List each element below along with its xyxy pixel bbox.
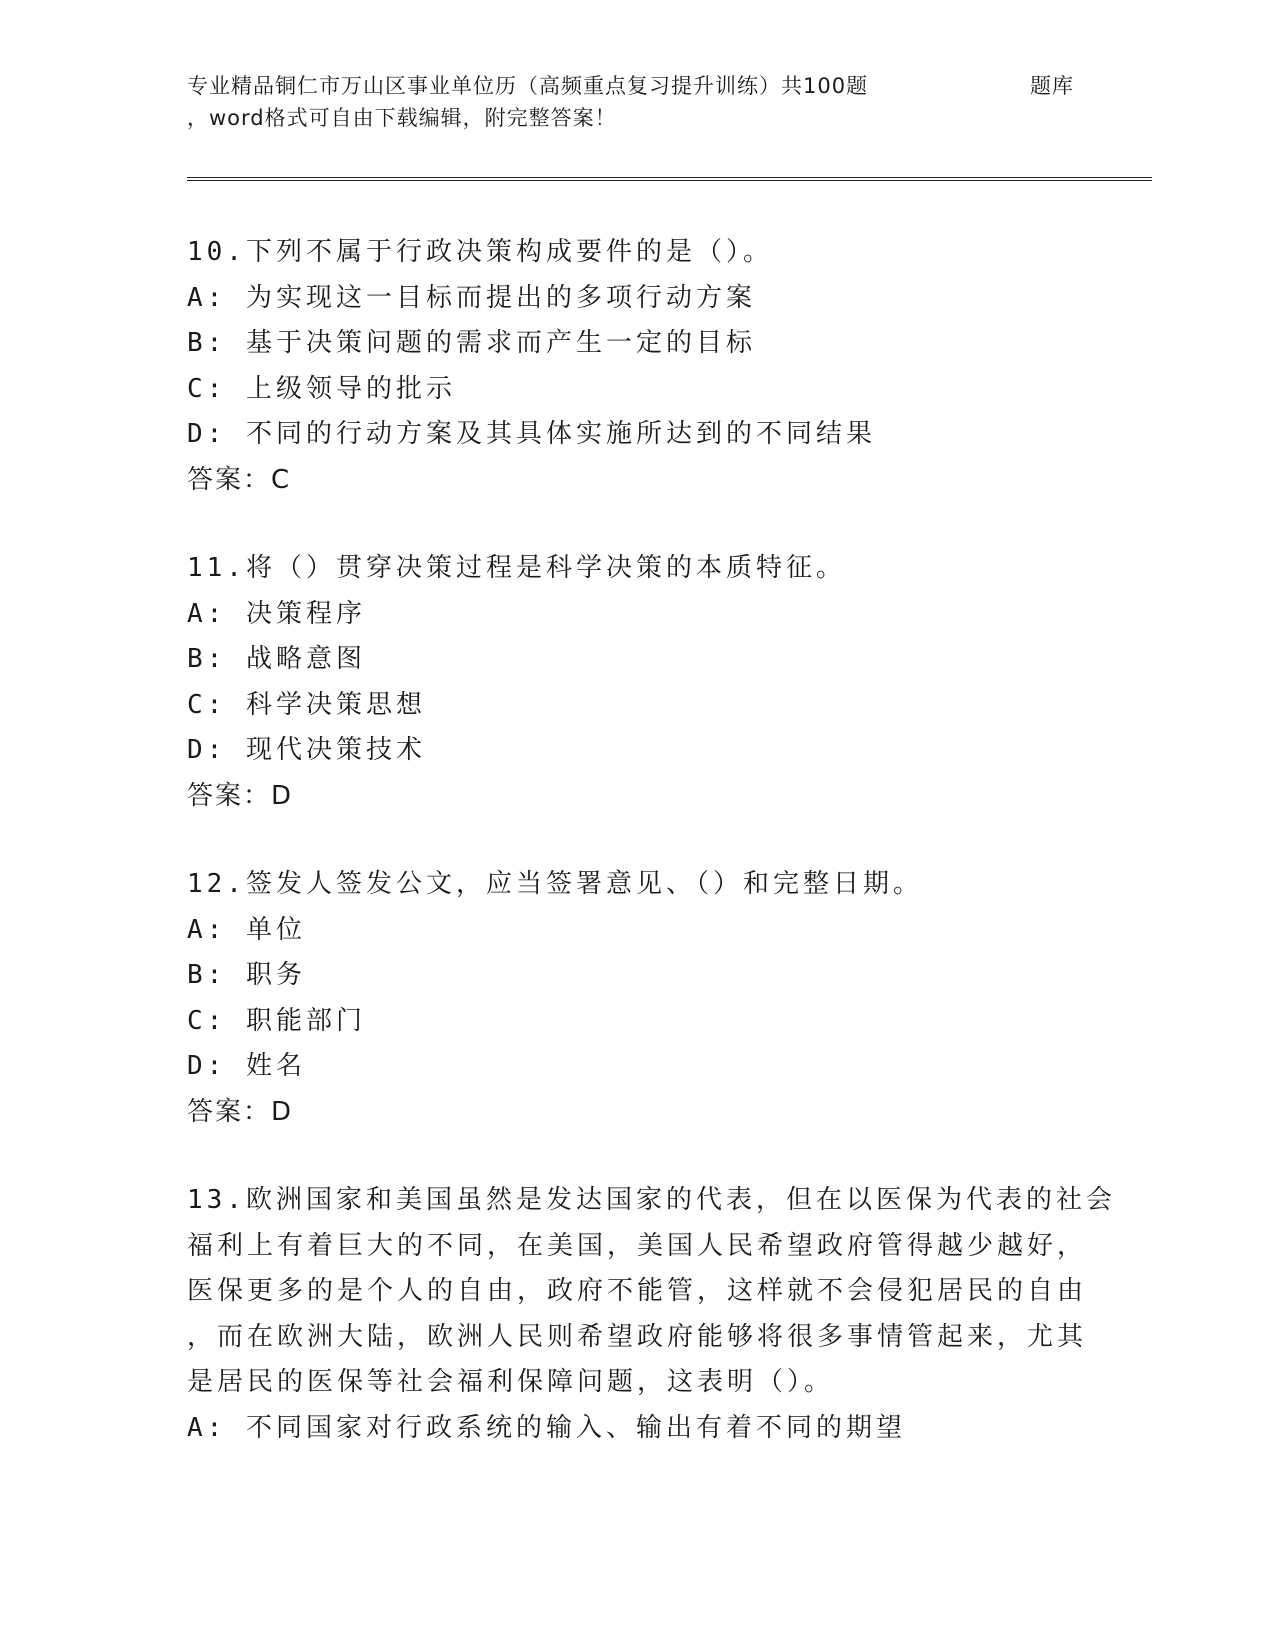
option-c: C: 科学决策思想	[187, 689, 426, 720]
answer: 答案：C	[187, 464, 292, 495]
option-a: A: 决策程序	[187, 598, 366, 629]
option-c: C: 职能部门	[187, 1005, 366, 1036]
question-10	[187, 230, 1087, 503]
question-stem: 12.签发人签发公文，应当签署意见、（）和完整日期。	[187, 869, 923, 899]
option-b: B: 战略意图	[187, 644, 366, 674]
option-d: D: 现代决策技术	[187, 735, 426, 765]
option-a: A: 单位	[187, 914, 306, 945]
answer: 答案：D	[187, 1096, 294, 1127]
option-c: C: 上级领导的批示	[187, 373, 456, 404]
question-stem: 10.下列不属于行政决策构成要件的是（）。	[187, 237, 773, 267]
option-a: A: 不同国家对行政系统的输入、输出有着不同的期望	[187, 1412, 906, 1443]
option-a: A: 为实现这一目标而提出的多项行动方案	[187, 282, 756, 313]
question-12	[187, 862, 1087, 1135]
header-line-1	[187, 70, 1147, 102]
header-divider	[187, 177, 1152, 181]
question-list	[187, 230, 1116, 1494]
option-b: B: 职务	[187, 960, 306, 990]
question-stem: 13.欧洲国家和美国虽然是发达国家的代表，但在以医保为代表的社会 福利上有着巨大的不同，在美国，美国人民希望政府管得越少越好， 医保更多的是个人的自由，政府不能管，这样就不会侵犯居民的自由 ，而在欧洲大陆，欧洲人民则希望政府能够将很多事情管起来，尤其 是居民的医保等社会福利保障问题，这表明（）。	[187, 1185, 1116, 1397]
option-d: D: 不同的行动方案及其具体实施所达到的不同结果	[187, 419, 876, 449]
document-title: 专业精品铜仁市万山区事业单位历（高频重点复习提升训练）共100题	[187, 74, 869, 98]
question-13	[187, 1178, 1116, 1451]
option-d: D: 姓名	[187, 1051, 306, 1081]
page-header	[187, 70, 1147, 134]
header-subtitle: ，word格式可自由下载编辑，附完整答案！	[187, 106, 617, 130]
answer: 答案：D	[187, 780, 294, 811]
header-tag: 题库	[1030, 74, 1074, 98]
question-stem: 11.将（）贯穿决策过程是科学决策的本质特征。	[187, 553, 846, 583]
option-b: B: 基于决策问题的需求而产生一定的目标	[187, 328, 756, 358]
question-11	[187, 546, 1087, 819]
